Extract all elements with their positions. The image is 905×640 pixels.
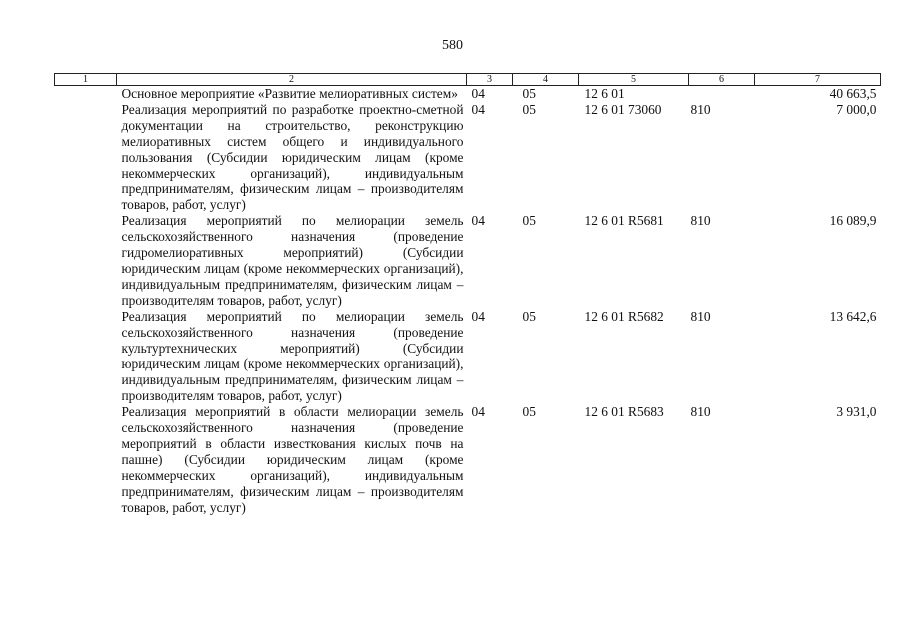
column-header: 7 <box>755 74 881 86</box>
row-number-cell <box>55 213 117 308</box>
row-number-cell <box>55 404 117 515</box>
expense-type-code: 810 <box>690 213 711 229</box>
table-row <box>55 102 881 213</box>
row-number-cell <box>55 102 117 213</box>
section-code: 04 <box>471 101 485 117</box>
table-row <box>55 86 881 102</box>
expense-type-code: 810 <box>690 404 711 420</box>
table-row <box>55 309 881 404</box>
section-code: 04 <box>471 86 485 101</box>
table-row <box>55 213 881 308</box>
column-header: 1 <box>55 74 117 86</box>
subsection-code: 05 <box>522 308 536 324</box>
expense-type-code: 810 <box>690 101 711 117</box>
subsection-code: 05 <box>522 213 536 229</box>
table-header <box>55 74 881 86</box>
column-header: 5 <box>579 74 689 86</box>
column-header: 2 <box>117 74 467 86</box>
item-name: Реализация мероприятий по мелиорации земель сельскохозяйственного назначения (проведение гидромелиоративных мероприятий) (Субсидии юридическим лицам (кроме некоммерческих организаций), индивидуальным предпринимателям, физическим лицам – производителям товаров, работ, услуг) <box>121 213 464 308</box>
target-article-code: 12 6 01 R5683 <box>584 404 664 420</box>
section-code: 04 <box>471 213 485 229</box>
amount-value: 40 663,5 <box>829 86 877 101</box>
item-name: Реализация мероприятий в области мелиорации земель сельскохозяйственного назначения (проведение мероприятий в области известкования кислых почв на пашне) (Субсидии юридическим лицам (кроме некоммерческих организаций), индивидуальным предпринимателям, физическим лицам – производителям товаров, работ, услуг) <box>121 404 464 515</box>
item-name: Основное мероприятие «Развитие мелиоративных систем» <box>121 86 458 101</box>
amount-value: 13 642,6 <box>829 308 877 324</box>
item-name: Реализация мероприятий по мелиорации земель сельскохозяйственного назначения (проведение культуртехнических мероприятий) (Субсидии юридическим лицам (кроме некоммерческих организаций), индивидуальным предпринимателям, физическим лицам – производителям товаров, работ, услуг) <box>121 308 464 404</box>
section-code: 04 <box>471 308 485 324</box>
page-number: 580 <box>442 38 463 53</box>
section-code: 04 <box>471 404 485 420</box>
subsection-code: 05 <box>522 86 536 101</box>
table-row <box>55 404 881 515</box>
column-header: 3 <box>467 74 513 86</box>
budget-table <box>54 73 881 515</box>
item-name: Реализация мероприятий по разработке проектно-сметной документации на строительство, реконструкцию мелиоративных систем общего и индивидуального пользования (Субсидии юридическим лицам (кроме некоммерческих организаций), индивидуальным предпринимателям, физическим лицам – производителям товаров, работ, услуг) <box>121 101 464 213</box>
column-header: 6 <box>689 74 755 86</box>
target-article-code: 12 6 01 73060 <box>584 101 662 117</box>
target-article-code: 12 6 01 R5681 <box>584 213 664 229</box>
column-number-row <box>55 74 881 86</box>
amount-value: 7 000,0 <box>836 101 877 117</box>
subsection-code: 05 <box>522 101 536 117</box>
column-header: 4 <box>513 74 579 86</box>
subsection-code: 05 <box>522 404 536 420</box>
target-article-code: 12 6 01 R5682 <box>584 308 664 324</box>
expense-type-code <box>689 86 755 102</box>
expense-type-code: 810 <box>690 308 711 324</box>
amount-value: 3 931,0 <box>836 404 877 420</box>
target-article-code: 12 6 01 <box>584 86 625 101</box>
amount-value: 16 089,9 <box>829 213 877 229</box>
row-number-cell <box>55 309 117 404</box>
row-number-cell <box>55 86 117 102</box>
